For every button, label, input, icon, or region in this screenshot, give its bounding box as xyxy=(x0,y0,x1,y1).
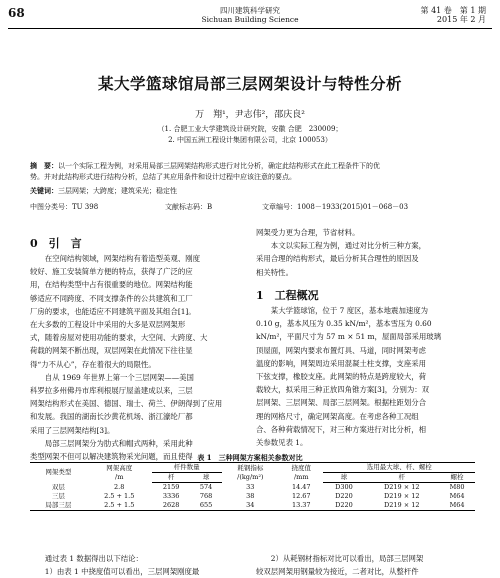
text-line: 通过表 1 数据得出以下结论： xyxy=(44,554,143,563)
document-code: 文献标志码：B xyxy=(165,203,213,211)
col-header-rods: 杆件数量 xyxy=(152,463,222,473)
table-cell: 655 xyxy=(191,501,222,511)
page-number: 68 xyxy=(8,6,25,20)
table-cell: 2.5 + 1.5 xyxy=(104,492,135,500)
table-cell: 双层 xyxy=(51,482,65,491)
table-cell: M64 xyxy=(449,492,465,500)
text-line: 温度的影响，网架周边采用混凝土柱支撑，支座采用 xyxy=(256,358,426,368)
table-cell: 三层 xyxy=(51,492,65,500)
authors: 万 翔¹，尹志伟²，邵庆良² xyxy=(195,110,305,120)
col-header-height: 网架高度 /m xyxy=(87,463,152,483)
parameter-table xyxy=(30,462,475,511)
text-line: 载较大，拟采用三种正放四角锥方案[3]，分别为：双 xyxy=(256,385,430,395)
col-header-max: 选用最大球、杆、螺栓 xyxy=(323,463,475,473)
journal-name-en: Sichuan Building Science xyxy=(201,15,299,24)
text-line: 局部三层网架分为肋式和帽式两种，采用此种 xyxy=(44,438,193,448)
right-intro-text xyxy=(256,226,474,279)
table-cell: D219 × 12 xyxy=(384,492,420,500)
col-header-ball: 球 xyxy=(191,473,222,483)
text-line: 2）从耗钢材指标对比可以看出，局部三层网架 xyxy=(270,554,424,563)
text-line: 相关特性。 xyxy=(256,267,293,277)
journal-name-cn: 四川建筑科学研究 xyxy=(220,6,280,15)
text-line: 0.10 g，基本风压为 0.35 kN/m²，基本雪压为 0.60 xyxy=(256,319,432,329)
keywords xyxy=(30,186,470,196)
table-cell: 局部三层 xyxy=(30,501,87,511)
table-cell: D220 xyxy=(323,501,364,511)
text-line: 用，在结构类型中占有很重要的地位。网架结构能 xyxy=(30,280,193,290)
table-row xyxy=(30,483,475,493)
journal-header xyxy=(170,6,330,24)
affiliation-1: （1. 合肥工业大学建筑设计研究院，安徽 合肥 230009； xyxy=(157,125,343,133)
abstract-line: 以一个实际工程为例，对采用局部三层网架结构形式进行对比分析，确定此结构形式在此工程条件下的优 xyxy=(58,162,380,170)
col-header-max-ball: 球 xyxy=(323,473,364,483)
text-line: 和发展。我国的湖南长沙黄花机场、浙江濠纶厂都 xyxy=(30,412,193,422)
text-line: kN/m²，平面尺寸为 57 m × 51 m，屋面局部采用玻璃 xyxy=(256,332,442,342)
col-header-rod: 杆 xyxy=(152,473,191,483)
table-cell: 3336 xyxy=(162,492,180,500)
table-cell: D219 × 12 xyxy=(384,483,420,491)
text-line: 在大多数的工程设计中采用的大多是双层网架形 xyxy=(30,320,186,330)
col-header-steel: 耗钢指标 /(kg/m²) xyxy=(222,463,279,483)
table-cell: 2628 xyxy=(152,501,191,511)
table-cell: 12.67 xyxy=(291,492,311,500)
table-cell: 13.37 xyxy=(279,501,323,511)
text-line: 较好、施工安装简单方便的特点，获得了广泛的应 xyxy=(30,267,193,277)
text-line: 下弦支撑，橡胶支座。此网架的特点是跨度较大，荷 xyxy=(256,372,426,382)
col-header-max-bolt: 螺栓 xyxy=(439,473,475,483)
table-row xyxy=(30,492,475,501)
table-caption: 表 1 三种网架方案相关参数对比 xyxy=(197,453,303,462)
text-line: 1）由表 1 中挠度值可以看出，三层网架刚度最 xyxy=(44,567,200,576)
col-header-deflection: 挠度值 /mm xyxy=(279,463,323,483)
abstract xyxy=(30,160,470,183)
text-line: 某大学篮球馆，位于 7 度区，基本地震加速度为 xyxy=(270,306,429,315)
text-line: 合、各种荷载情况下，对三种方案进行对比分析，相 xyxy=(256,424,426,434)
text-line: 网架受力更为合理，节省材料。 xyxy=(256,228,360,237)
keywords-text: 三层网架；大跨度；建筑采光；稳定性 xyxy=(58,187,177,195)
table-row xyxy=(30,501,475,511)
table-cell: 2.5 + 1.5 xyxy=(87,501,152,511)
issue-date: 2015 年 2 月 xyxy=(436,15,486,24)
col-header-max-rod: 杆 xyxy=(364,473,439,483)
text-line: 较双层网架用钢量较为接近，二者对比，从整杆件 xyxy=(256,567,419,576)
text-line: 层网架、三层网架、局部三层网架。根据柱距划分合 xyxy=(256,398,426,408)
text-line: 采用了三层网架结构[3]。 xyxy=(30,425,115,435)
table-cell: 768 xyxy=(199,492,213,500)
conclusion-text-left xyxy=(30,552,242,578)
text-line: 式，随着房屋对使用功能的要求，大空间、大跨度、大 xyxy=(30,333,208,343)
table-cell: 2.8 xyxy=(114,482,125,491)
text-line: 理的网格尺寸，确定网架高度。在考虑各种工况组 xyxy=(256,411,419,421)
col-header-type: 网架类型 xyxy=(30,463,87,483)
paper-title: 某大学篮球馆局部三层网架设计与特性分析 xyxy=(97,74,402,93)
text-line: 够适应不同跨度、不同支撑条件的公共建筑和工厂 xyxy=(30,293,193,303)
text-line: 网架结构形式在美国、德国、瑞士、荷兰、伊朗得到了应用 xyxy=(30,399,223,409)
table-cell: D219 × 12 xyxy=(364,501,439,511)
table-cell: 2159 xyxy=(162,483,180,491)
table-cell: 33 xyxy=(246,482,255,491)
conclusion-text-right xyxy=(256,552,474,578)
table-cell: 14.47 xyxy=(291,482,311,491)
table-cell: 38 xyxy=(246,492,255,500)
text-line: 在空间结构领域，网架结构有着造型美观、刚度 xyxy=(44,254,201,263)
table-cell: D220 xyxy=(335,492,353,500)
text-line: 采用合理的结构形式，最后分析其合理性的原因及 xyxy=(256,254,419,264)
text-line: 本文以实际工程为例，通过对比分析三种方案， xyxy=(270,241,427,251)
keywords-label: 关键词： xyxy=(30,186,58,195)
issue-info xyxy=(421,6,486,24)
text-line: 类型网架不但可以解决建筑物采光问题，而且使得 xyxy=(30,452,193,462)
header-rule xyxy=(8,28,492,29)
abstract-line: 势。并对此结构形式进行结构分析，总结了其应用条件和设计过程中应该注意的要点。 xyxy=(30,173,296,181)
intro-text xyxy=(30,252,242,463)
volume-issue: 第 41 卷 第 1 期 xyxy=(420,6,486,15)
table-cell: M80 xyxy=(449,483,465,491)
text-line: 科罗拉多州佛丹市库利根展厅屋盖建成以来，三层 xyxy=(30,386,193,396)
affiliation-2: 2. 中国五洲工程设计集团有限公司，北京 100053） xyxy=(168,136,332,144)
text-line: 自从 1969 年世界上第一个三层网架——美国 xyxy=(44,372,194,382)
article-number: 文章编号：1008－1933(2015)01－068－03 xyxy=(262,203,409,211)
section-heading-overview: 1 工程概况 xyxy=(256,289,319,302)
text-line: 荷载的网架不断出现，双层网架在此情况下往往显 xyxy=(30,346,193,356)
section-heading-intro: 0 引 言 xyxy=(30,237,82,250)
text-line: 关参数见表 1。 xyxy=(256,438,308,448)
text-line: 厂房的要求，也能适应不同建筑平面及其组合[1]。 xyxy=(30,306,196,316)
table-cell: M64 xyxy=(439,501,475,511)
table-cell: D300 xyxy=(335,483,353,491)
table-cell: 34 xyxy=(222,501,279,511)
text-line: 顶屋面，网架内要求布置灯具、马道，同时网架考虑 xyxy=(256,345,426,355)
abstract-label: 摘 要： xyxy=(30,161,58,170)
overview-text xyxy=(256,304,474,449)
table-cell: 574 xyxy=(199,483,213,491)
text-line: 得“力不从心”，存在着很大的局限性。 xyxy=(30,359,156,369)
clc-number: 中图分类号：TU 398 xyxy=(30,203,99,211)
